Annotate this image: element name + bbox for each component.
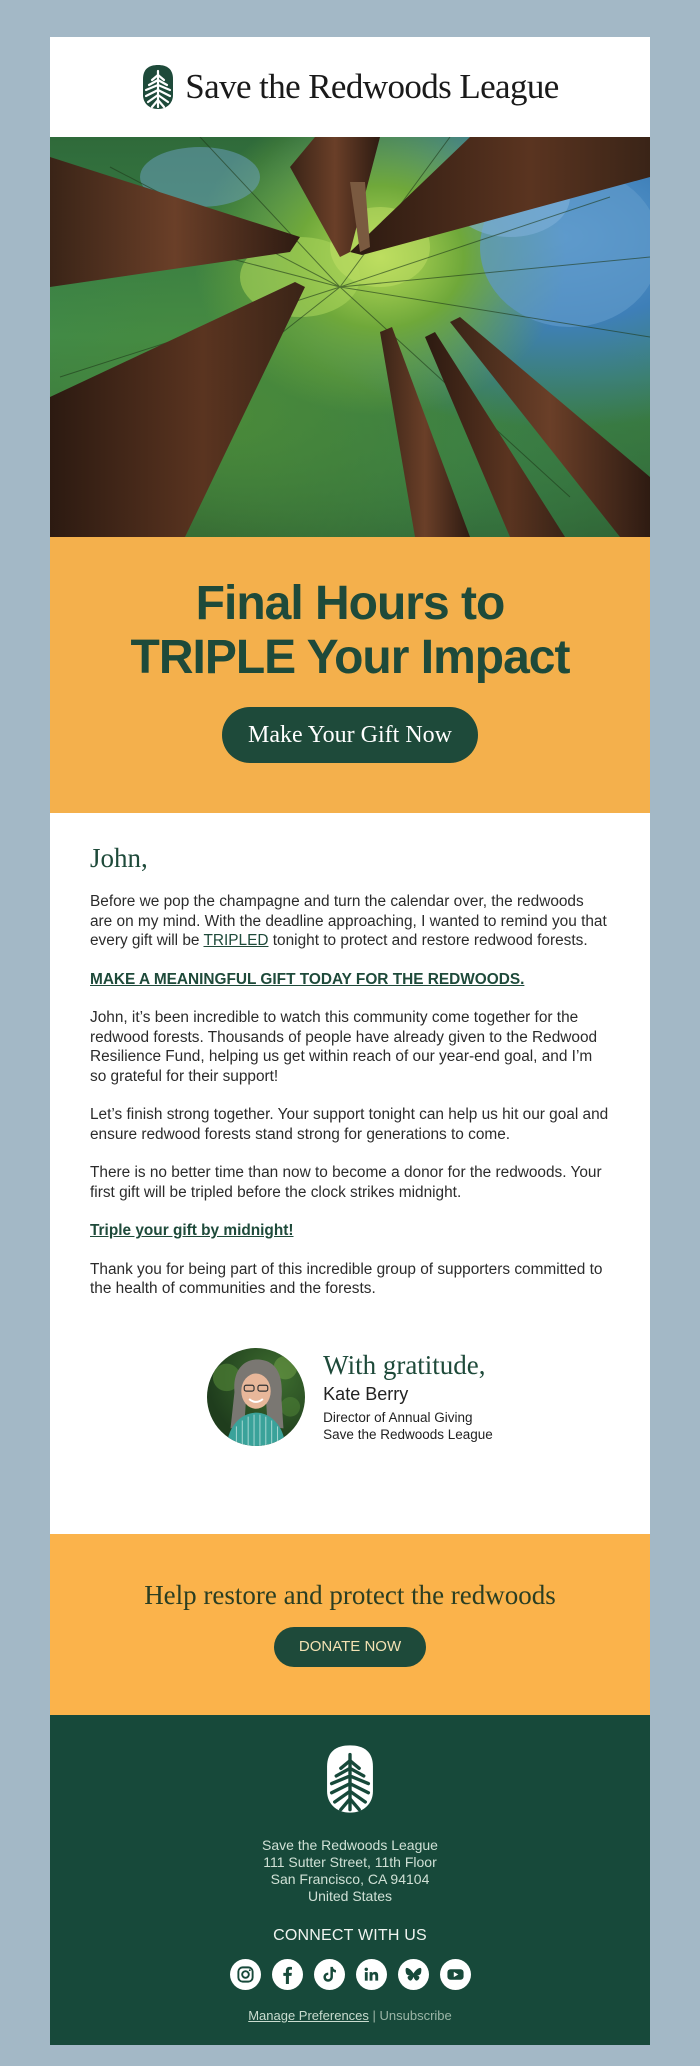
email-container — [50, 37, 650, 2045]
connect-heading: CONNECT WITH US — [273, 1926, 427, 1944]
footer-links — [50, 2008, 650, 2023]
cta-paragraph-1 — [90, 970, 610, 990]
signature-title — [323, 1409, 493, 1443]
donate-heading: Help restore and protect the redwoods — [144, 1579, 556, 1610]
tiktok-link[interactable] — [314, 1959, 345, 1990]
redwood-tree-logo-icon[interactable] — [324, 1745, 376, 1813]
redwood-tree-logo-icon — [141, 65, 175, 109]
headline-line-2: TRIPLE Your Impact — [130, 631, 570, 684]
email-header[interactable] — [50, 37, 650, 137]
social-links — [50, 1959, 650, 1990]
letter-body — [50, 813, 650, 1534]
bluesky-icon — [404, 1965, 423, 1984]
bluesky-link[interactable] — [398, 1959, 429, 1990]
redwood-canopy-image — [50, 137, 650, 537]
donate-band — [50, 1534, 650, 1715]
hero-image[interactable] — [50, 137, 650, 537]
signature-job-title: Director of Annual Giving — [323, 1410, 473, 1425]
signature — [90, 1318, 610, 1494]
youtube-link[interactable] — [440, 1959, 471, 1990]
signature-organization: Save the Redwoods League — [323, 1427, 493, 1442]
tiktok-icon — [320, 1965, 339, 1984]
manage-preferences-link[interactable]: Manage Preferences — [248, 2007, 369, 2023]
instagram-link[interactable] — [230, 1959, 261, 1990]
address-line-1: Save the Redwoods League — [262, 1836, 438, 1853]
headline-block — [50, 537, 650, 813]
headline — [50, 577, 650, 685]
cta-paragraph-2 — [90, 1221, 610, 1241]
footer-address — [50, 1837, 650, 1905]
paragraph-3: Let’s finish strong together. Your support tonight can help us hit our goal and ensure redwood forests stand strong for generations to come. — [90, 1106, 609, 1143]
headline-line-1: Final Hours to — [195, 577, 505, 630]
facebook-icon — [278, 1965, 297, 1984]
triple-gift-link[interactable]: Triple your gift by midnight! — [90, 1222, 294, 1239]
address-line-2: 111 Sutter Street, 11th Floor — [263, 1853, 437, 1870]
avatar — [207, 1348, 305, 1446]
donate-now-button[interactable]: DONATE NOW — [274, 1627, 426, 1667]
make-gift-button[interactable]: Make Your Gift Now — [222, 707, 478, 763]
address-line-3: San Francisco, CA 94104 — [270, 1870, 430, 1887]
signature-closing: With gratitude, — [323, 1350, 486, 1380]
greeting: John, — [90, 843, 148, 873]
paragraph-2: John, it’s been incredible to watch this community come together for the redwood forests. Thousands of people have already given to the Redwood Resilience Fund, helping us get within reach of our year-end goal, and I’m so grateful for their support! — [90, 1009, 598, 1085]
signature-text — [323, 1350, 493, 1443]
linkedin-icon — [362, 1965, 381, 1984]
meaningful-gift-link[interactable]: MAKE A MEANINGFUL GIFT TODAY FOR THE REDWOODS. — [90, 970, 525, 988]
logo-text: Save the Redwoods League — [185, 67, 559, 106]
kate-berry-photo — [207, 1348, 305, 1446]
instagram-icon — [236, 1965, 255, 1984]
address-line-4: United States — [307, 1887, 393, 1904]
facebook-link[interactable] — [272, 1959, 303, 1990]
youtube-icon — [446, 1965, 465, 1984]
paragraph-5: Thank you for being part of this incredible group of supporters committed to the health of communities and the forests. — [90, 1260, 603, 1297]
footer-separator: | — [368, 2007, 380, 2023]
paragraph-4: There is no better time than now to become a donor for the redwoods. Your first gift will be tripled before the clock strikes midnight. — [90, 1164, 602, 1201]
linkedin-link[interactable] — [356, 1959, 387, 1990]
unsubscribe-link[interactable]: Unsubscribe — [379, 2007, 452, 2023]
tripled-link[interactable]: TRIPLED — [203, 932, 269, 949]
paragraph-1-end: tonight to protect and restore redwood forests. — [268, 932, 588, 949]
paragraph-1-start: Before we pop the champagne and turn the calendar over, the redwoods are on my mind. With the deadline approaching, I wanted to remind you that every gift will be — [90, 893, 607, 949]
footer — [50, 1715, 650, 2045]
signature-name: Kate Berry — [323, 1384, 409, 1404]
paragraph-1 — [90, 892, 610, 951]
